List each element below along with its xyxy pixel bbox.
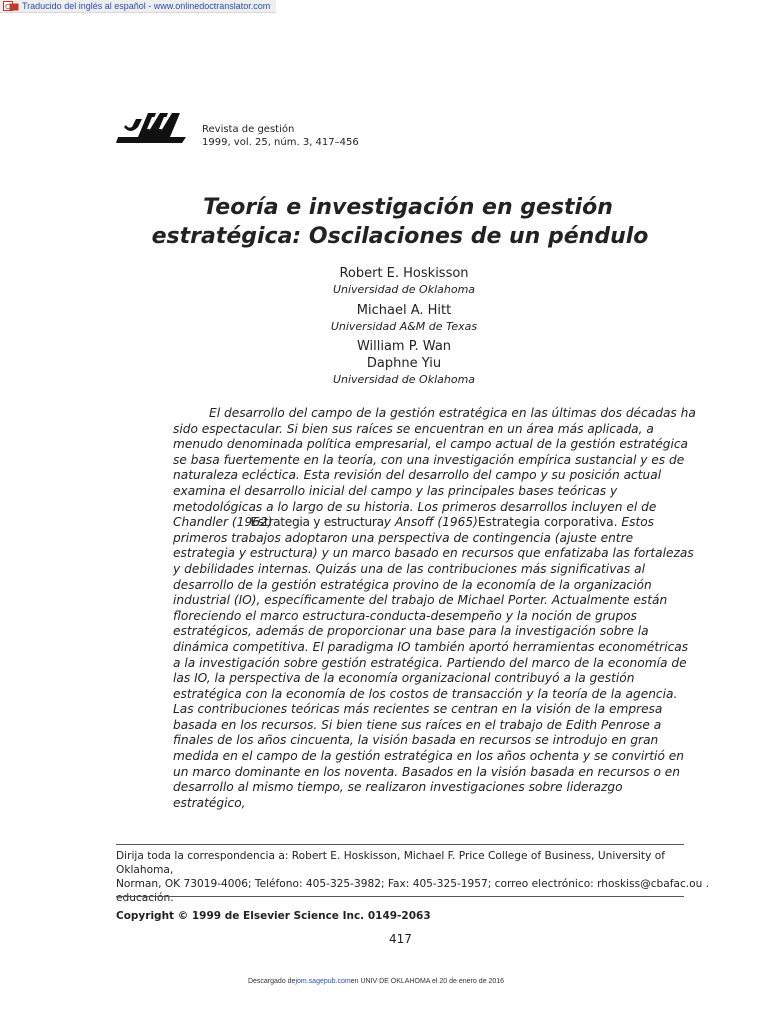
abstract-line: se basa fuertemente en la teoría, con una investigación empírica sustancial y es de: [173, 452, 685, 467]
correspondence-line: educación.: [116, 892, 174, 904]
author-affiliation: Universidad de Oklahoma: [332, 373, 476, 386]
author-name: Michael A. Hitt: [356, 303, 452, 318]
journal-citation: 1999, vol. 25, núm. 3, 417–456: [202, 137, 359, 148]
title-line-1: Teoría e investigación en gestión: [203, 195, 613, 220]
download-note: [116, 978, 636, 985]
author-name: Robert E. Hoskisson: [339, 266, 469, 281]
title-line-2: estratégica: Oscilaciones de un péndulo: [151, 224, 649, 249]
journal-name: Revista de gestión: [202, 124, 295, 135]
document-translate-icon: [3, 1, 19, 11]
abstract-line: examina el desarrollo inicial del campo y las principales bases teóricas y: [173, 483, 618, 498]
abstract-line: estratégicos, además de proporcionar una base para la investigación sobre la: [173, 624, 649, 639]
abstract-line: sido espectacular. Si bien sus raíces se encuentran en un área más aplicada, a: [173, 421, 654, 436]
abstract-line: estratégico,: [173, 795, 246, 810]
abstract-line: un marco dominante en los noventa. Basados en la visión basada en recursos o en: [173, 764, 681, 779]
abstract-line: desarrollo al mismo tiempo, se realizaron investigaciones sobre liderazgo: [173, 780, 623, 795]
abstract-line: a la investigación sobre gestión estratégica. Partiendo del marco de la economía de: [173, 655, 687, 670]
download-suffix: en UNIV DE OKLAHOMA el 20 de enero de 2016: [350, 978, 505, 985]
abstract-line-citations: [173, 515, 683, 531]
abstract-line-start: Chandler (1962): [173, 515, 273, 530]
journal-info: [202, 123, 359, 149]
abstract: [173, 406, 696, 811]
abstract-line: Las contribuciones teóricas más recientes se centran en la visión de la empresa: [173, 702, 663, 717]
svg-text:C: C: [5, 3, 10, 11]
book-title-2: Estrategia corporativa.: [477, 515, 618, 530]
abstract-line: basada en los recursos. Si bien tiene sus raíces en el trabajo de Edith Penrose a: [173, 717, 662, 732]
author-name: William P. Wan: [356, 339, 452, 354]
citation-connector: y Ansoff (1965): [383, 515, 478, 530]
copyright-line: Copyright © 1999 de Elsevier Science Inc. 0149-2063: [116, 910, 431, 922]
abstract-line: floreciendo el marco estructura-conducta-desempeño y la noción de grupos: [173, 608, 637, 623]
divider: [116, 844, 684, 845]
abstract-line: naturaleza ecléctica. Esta revisión del desarrollo del campo y su posición actual: [173, 468, 662, 483]
author-affiliation: Universidad de Oklahoma: [332, 283, 476, 296]
book-title-1: Estrategia y estructura: [250, 515, 384, 530]
correspondence-line: Dirija toda la correspondencia a: Robert E. Hoskisson, Michael F. Price College of Business, University of Oklahoma,: [116, 850, 665, 876]
translator-banner: [0, 0, 276, 13]
abstract-line-end: Estos: [617, 515, 655, 530]
abstract-line: finales de los años cincuenta, la visión basada en recursos se introdujo en gran: [173, 733, 659, 748]
jom-logo-icon: [116, 107, 190, 145]
abstract-line: las IO, la perspectiva de la economía organizacional contribuyó a la gestión: [173, 671, 635, 686]
abstract-line: estratégica con la economía de los costos de transacción y la teoría de la agencia.: [173, 686, 678, 701]
author-name: Daphne Yiu: [366, 356, 442, 371]
correspondence-line: Norman, OK 73019-4006; Teléfono: 405-325-3982; Fax: 405-325-1957; correo electrónico: rhoskiss@cbafac.ou .: [116, 878, 710, 890]
abstract-line: medida en el campo de la gestión estratégica en los años ochenta y se convirtió en: [173, 749, 685, 764]
translator-link[interactable]: Traducido del inglés al español - www.onlinedoctranslator.com: [22, 0, 271, 11]
abstract-line: primeros trabajos adoptaron una perspectiva de contingencia (ajuste entre: [173, 530, 634, 545]
abstract-line: menudo denominada política empresarial, el campo actual de la gestión estratégica: [173, 437, 689, 452]
divider: [116, 896, 684, 897]
abstract-line: dinámica competitiva. El paradigma IO también aportó herramientas econométricas: [173, 639, 689, 654]
abstract-line: metodológicas a lo largo de su historia. Los primeros desarrollos incluyen el de: [173, 499, 657, 514]
abstract-line: industrial (IO), específicamente del trabajo de Michael Porter. Actualmente están: [173, 593, 668, 608]
abstract-line: El desarrollo del campo de la gestión estratégica en las últimas dos décadas ha: [209, 406, 696, 420]
abstract-line: estrategia y estructura) y un marco basado en recursos que enfatizaba las fortalezas: [173, 546, 694, 561]
abstract-line: y debilidades internas. Quizás una de las contribuciones más significativas al: [173, 561, 645, 576]
download-prefix: Descargado de: [247, 978, 296, 985]
sagepub-link[interactable]: jom.sagepub.com: [295, 978, 351, 985]
page-number: 417: [389, 932, 412, 946]
paper-title: [140, 193, 660, 251]
author-affiliation: Universidad A&M de Texas: [330, 320, 478, 333]
abstract-line: desarrollo de la gestión estratégica provino de la economía de la organización: [173, 577, 652, 592]
